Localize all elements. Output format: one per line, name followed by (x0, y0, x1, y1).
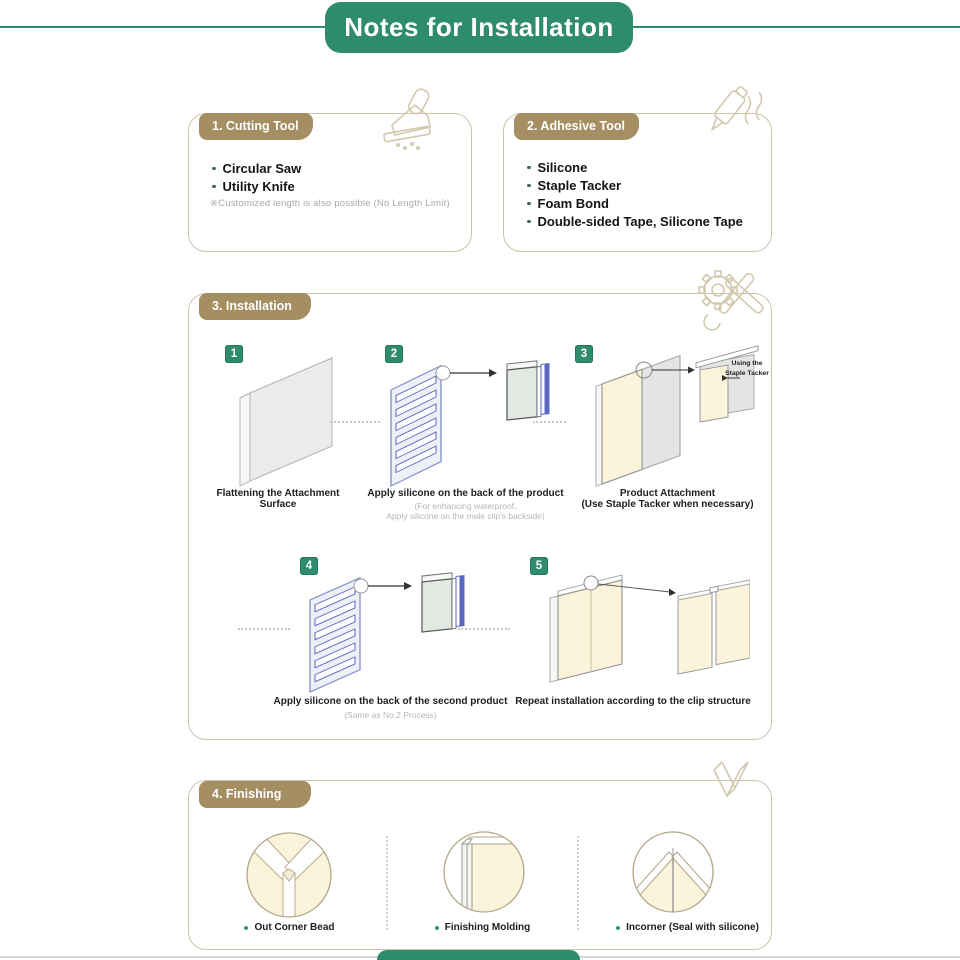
finishing-item-2 (595, 922, 780, 933)
step-2-subcaption-1: (For enhancing waterproof, (414, 501, 517, 511)
adhesive-item-3 (527, 214, 743, 229)
adhesive-tool-heading-text: 2. Adhesive Tool (527, 119, 625, 133)
adhesive-item-0-text: Silicone (537, 160, 588, 175)
adhesive-item-0 (527, 160, 587, 175)
bullet-dot (527, 220, 531, 224)
step-3-annotation (722, 359, 772, 378)
dotted-separator (533, 421, 566, 423)
step-2-number: 2 (390, 348, 398, 360)
adhesive-tool-heading (514, 113, 639, 140)
finishing-item-0 (217, 922, 362, 933)
step-5-illustration-repeat (542, 562, 750, 687)
step-5-number: 5 (535, 560, 543, 572)
bullet-dot (435, 926, 439, 930)
bullet-dot (244, 926, 248, 930)
corner-molding-icon (698, 756, 760, 814)
bullet-dot (212, 167, 216, 171)
bullet-dot (212, 185, 216, 189)
step-3-annotation-line1: Using the (731, 360, 763, 367)
step-4-illustration-silicone (292, 560, 477, 698)
finishing-item-1 (405, 922, 560, 933)
cutting-note: ※Customized length is also possible (No Length Limit) (210, 198, 450, 209)
incorner-illustration (629, 828, 717, 916)
step-2-subcaption-2: Apply silicone on the male clip's backside) (386, 511, 545, 521)
step-1-caption: Flattening the Attachment Surface (216, 488, 340, 510)
step-2-caption: Apply silicone on the back of the product (367, 488, 564, 499)
page-title (325, 2, 633, 53)
next-section-title-peek (377, 950, 580, 960)
cutting-tool-heading (199, 113, 313, 140)
finishing-heading-text: 4. Finishing (212, 787, 282, 801)
installation-heading (199, 293, 311, 320)
step-3-caption-2: (Use Staple Tacker when necessary) (581, 499, 754, 510)
cutting-item-1-text: Utility Knife (222, 179, 295, 194)
bullet-dot (616, 926, 620, 930)
step-2-illustration-silicone (375, 348, 560, 490)
adhesive-item-2-text: Foam Bond (537, 196, 609, 211)
adhesive-item-2 (527, 196, 609, 211)
step-1-illustration-wall (228, 348, 353, 490)
bullet-dot (527, 184, 531, 188)
cutting-item-0 (212, 161, 301, 176)
finishing-molding-illustration (440, 828, 528, 916)
step-4-caption: Apply silicone on the back of the second product (273, 696, 508, 707)
cutting-tool-heading-text: 1. Cutting Tool (212, 119, 299, 133)
adhesive-item-1-text: Staple Tacker (537, 178, 622, 193)
adhesive-item-3-text: Double-sided Tape, Silicone Tape (537, 214, 743, 229)
dotted-separator (458, 628, 510, 630)
dotted-separator (330, 421, 380, 423)
finishing-heading (199, 781, 311, 808)
finishing-item-0-text: Out Corner Bead (254, 922, 335, 933)
step-3-caption: Product Attachment (619, 488, 716, 499)
circular-saw-icon (368, 88, 446, 154)
out-corner-bead-illustration (243, 829, 335, 921)
step-3-annotation-line2: Staple Tacker (725, 369, 769, 377)
installation-heading-text: 3. Installation (212, 299, 292, 313)
adhesive-item-1 (527, 178, 621, 193)
dotted-separator (238, 628, 290, 630)
step-1-number: 1 (230, 348, 238, 360)
bullet-dot (527, 166, 531, 170)
step-4-number: 4 (305, 560, 313, 572)
step-4-subcaption: (Same as No.2 Process) (344, 710, 437, 720)
cutting-item-1 (212, 179, 295, 194)
bullet-dot (527, 202, 531, 206)
page-title-text: Notes for Installation (344, 12, 614, 42)
finishing-item-1-text: Finishing Molding (444, 922, 531, 933)
step-3-number: 3 (580, 348, 588, 360)
cutting-item-0-text: Circular Saw (222, 161, 302, 176)
dotted-separator (577, 836, 579, 930)
dotted-separator (386, 836, 388, 930)
gear-wrench-icon (688, 263, 766, 333)
finishing-item-2-text: Incorner (Seal with silicone) (626, 922, 759, 933)
silicone-gun-icon (698, 82, 768, 150)
step-5-caption: Repeat installation according to the clip structure (515, 696, 751, 707)
